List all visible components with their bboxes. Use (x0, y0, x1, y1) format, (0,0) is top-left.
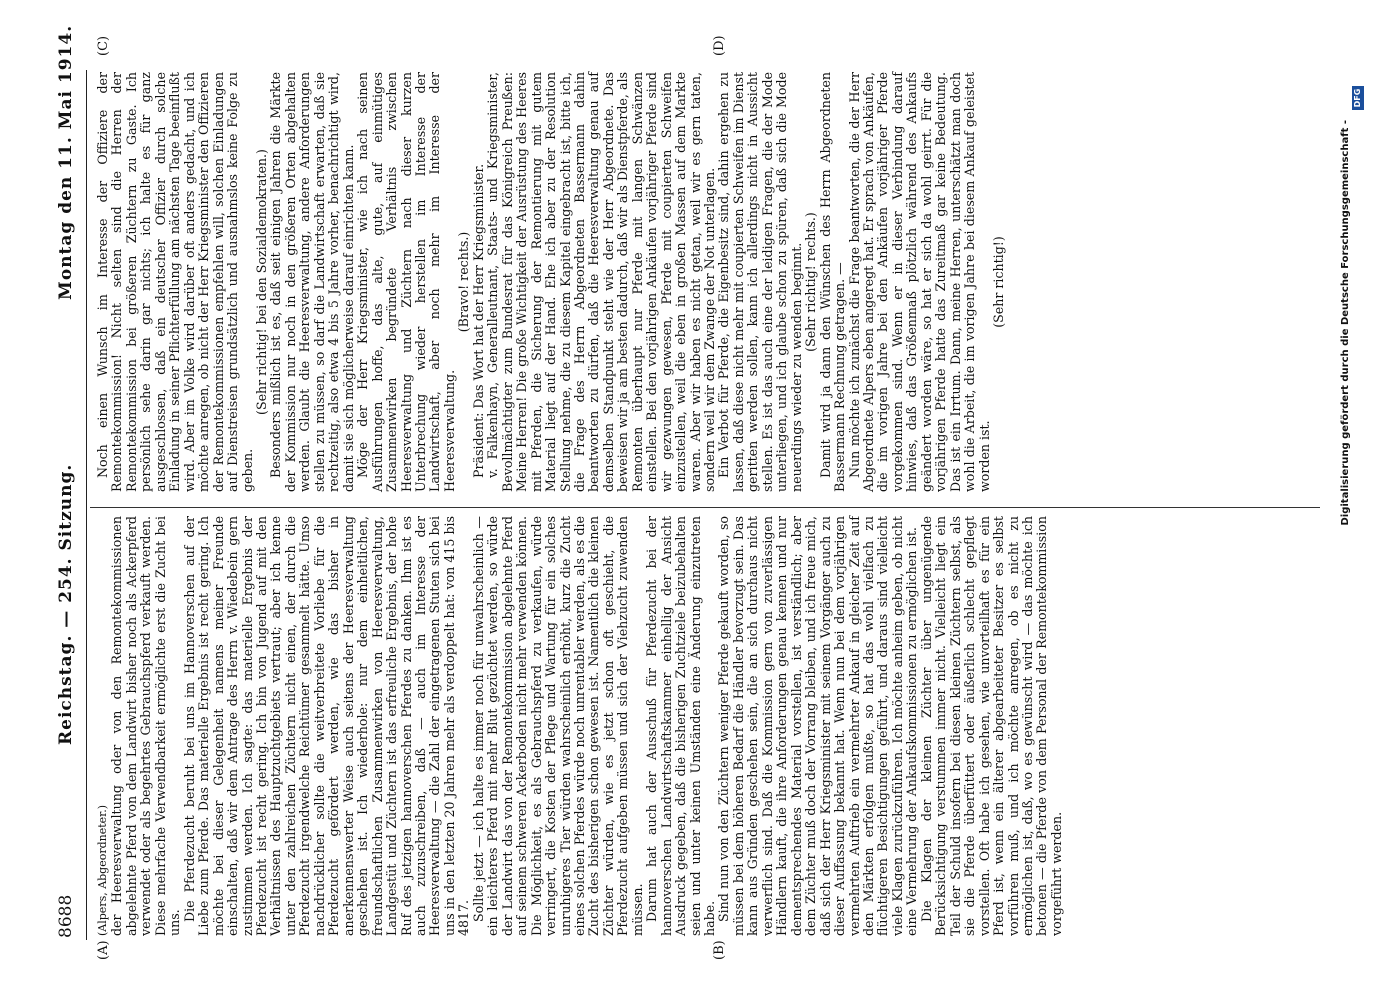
interjection: (Bravo! rechts.) (456, 231, 472, 333)
column-divider (90, 507, 1320, 508)
paragraph: Ein Verbot für Pferde, die Eigenbesitz sind, dahin ergehen zu lassen, daß diese nicht mehr mit coupierten Schweifen im Dienst geritten werden sollen, kann ich allerdings nicht in Aussicht stellen. Es ist das auch eine der leidigen Fragen, die der Mode unterliegen, und ich glaube schon zu spüren, daß sich die Mode neuerdings wieder zu wenden beginnt. (716, 72, 804, 492)
interjection: (Sehr richtig!) (991, 236, 1007, 328)
dfg-logo: DFG (1352, 86, 1364, 110)
margin-mark-a: (A) (96, 940, 111, 960)
left-column (96, 516, 1064, 936)
paragraph: Sind nun von den Züchtern weniger Pferde gekauft worden, so müssen bei dem höheren Bedarf die Händler bevorzugt sein. Das kann aus Gründen geschehen sein, die an sich durchaus nicht verwerflich sind. Daß die Kommission gern von zuverlässigen Händlern kauft, die ihre Anforderungen genau kennen und nur dementsprechendes Material vorstellen, ist verständlich; aber dem Züchter muß doch der Vorrang bleiben, und ich freue mich, daß sich der Herr Kriegsminister mit seinem Vorgänger auch zu dieser Auffassung bekannt hat. Wenn nun bei dem vorjährigen vermehrten Auftrieb ein vermehrter Ankauf in gleicher Zeit auf den Märkten erfolgen mußte, so hat das wohl vielfach zu flüchtigeren Besichtigungen geführt, und daraus sind vielleicht viele Klagen zurückzuführen. Ich möchte anheim geben, ob nicht eine Vermehrung der Ankaufskommissionen zu ermöglichen ist. (716, 516, 920, 936)
paragraph: v. Falkenhayn, Generalleutnant, Staats- und Kriegsminister, Bevollmächtigter zum Bundesrat für das Königreich Preußen: Meine Herren! Die große Wichtigkeit der Ausrüstung des Heeres mit Pferden, die Sicherung der Remontierung mit gutem Material liegt auf der Hand. Ehe ich aber zu der Resolution Stellung nehme, die zu diesem Kapitel eingebracht ist, bitte ich, die Frage des Herrn Abgeordneten Bassermann dahin beantworten zu dürfen, daß die Heeresverwaltung genau auf demselben Standpunkt steht wie der Herr Abgeordnete. Das beweisen wir ja am besten dadurch, daß wir als Dienstpferde, als Remonten überhaupt nur Pferde mit langen Schwänzen einstellen. Bei den vorjährigen Ankäufen vorjähriger Pferde sind wir gezwungen gewesen, Pferde mit coupierten Schweifen einzustellen, weil die eben in großen Massen auf dem Markte waren. Aber wir haben es nicht getan, weil wir es gern taten, sondern weil wir dem Zwange der Not unterlagen. (485, 72, 718, 492)
digitization-credit: Digitalisierung gefördert durch die Deutsche Forschungsgemeinschaft - (1340, 120, 1351, 526)
paragraph: Noch einen Wunsch im Interesse der Offiziere der Remontekommission! Nicht selten sind die Herren der Remontekommission bei größeren Züchtern zu Gaste. Ich persönlich sehe darin gar nichts; ich halte es für ganz ausgeschlossen, daß ein deutscher Offizier durch solche Einladung in seiner Pflichterfüllung am nächsten Tage beeinflußt wird. Aber im Volke wird darüber oft anders gedacht, und ich möchte anregen, ob nicht der Herr Kriegsminister den Offizieren der Remontekommissionen empfehlen will, solchen Einladungen auf Dienstreisen grundsätzlich und ausnahmslos keine Folge zu geben. (95, 72, 255, 492)
session-date: Montag den 11. Mai 1914. (56, 24, 76, 300)
paragraph: Darum hat auch der Ausschuß für Pferdezucht bei der hannoverschen Landwirtschaftskammer einhellig der Ansicht Ausdruck gegeben, daß die bisherigen Zuchtziele beizubehalten seien und unter keinen Umständen eine Änderung einzutreten habe. (644, 516, 718, 936)
margin-mark-c: (C) (96, 35, 111, 56)
running-header (56, 0, 80, 1000)
paragraph: Besonders mißlich ist es, daß seit einigen Jahren die Märkte der Kommission nur noch in den größeren Orten abgehalten werden. Glaubt die Heeresverwaltung, andere Anforderungen stellen zu müssen, so darf die Landwirtschaft erwarten, daß sie rechtzeitig, also etwa 4 bis 5 Jahre vorher, benachrichtigt wird, damit sie sich möglicherweise darauf einrichten kann. (268, 72, 356, 492)
paragraph: Damit wird ja dann den Wünschen des Herrn Abgeordneten Bassermann Rechnung getragen. — (817, 72, 848, 492)
header-rule (86, 70, 87, 940)
interjection: (Sehr richtig! bei den Sozialdemokraten.) (253, 149, 269, 415)
page-number: 8688 (56, 894, 76, 938)
margin-mark-b: (B) (712, 940, 727, 960)
paragraph: der Heeresverwaltung oder von den Remontekommissionen abgelehnte Pferd von dem Landwirt bisher noch als Ackerpferd verwendet oder als begehrtes Gebrauchspferd verkauft werden. Diese mehrfache Verwendbarkeit ermöglichte erst die Zucht bei uns. (109, 516, 183, 936)
session-title: Reichstag. — 254. Sitzung. (56, 463, 76, 745)
interjection: (Sehr richtig! rechts.) (803, 212, 819, 352)
paragraph: Die Klagen der kleinen Züchter über ungenügende Berücksichtigung verstummen immer nicht. Vielleicht liegt ein Teil der Schuld insofern bei diesen kleinen Züchtern selbst, als sie die Pferde überfüttert oder äußerlich schlecht gepflegt vorstellen. Oft habe ich gesehen, wie unvorteilhaft es für ein Pferd ist, wenn ein älterer abgearbeiteter Besitzer es selbst vorführen muß, und ich möchte anregen, ob es nicht zu ermöglichen ist, daß, wo es gewünscht wird — das möchte ich betonen — die Pferde von dem Personal der Remontekommission vorgeführt werden. (918, 516, 1064, 936)
paragraph: Die Pferdezucht beruht bei uns im Hannoverschen auf der Liebe zum Pferde. Das materielle Ergebnis ist recht gering. Ich möchte bei dieser Gelegenheit namens meiner Freunde einschalten, daß wir dem Antrage des Herrn v. Wiedebein gern zustimmen werden. Ich sagte: das materielle Ergebnis der Pferdezucht ist recht gering. Ich bin von Jugend auf mit den Verhältnissen des Hauptzuchtgebiets vertraut; aber ich kenne unter den zahlreichen Züchtern nicht einen, der durch die Pferdezucht irgendwelche Reichtümer gesammelt hätte. Umso nachdrücklicher sollte die weitverbreitete Vorliebe für die Pferdezucht gefördert werden, wie das bisher in anerkennenswerter Weise auch seitens der Heeresverwaltung geschehen ist. Ich wiederhole: nur dem einheitlichen, freundschaftlichen Zusammenwirken von Heeresverwaltung, Landgestüt und Züchtern ist das erfreuliche Ergebnis, der hohe Ruf des jetzigen hannoverschen Pferdes zu danken. Ihm ist es auch zuzuschreiben, daß — auch im Interesse der Heeresverwaltung — die Zahl der eingetragenen Stuten sich bei uns in den letzten 20 Jahren mehr als verdoppelt hat: von 415 bis 4817. (181, 516, 472, 936)
paragraph: Nun möchte ich zunächst die Frage beantworten, die der Herr Abgeordnete Alpers eben angeregt hat. Er sprach von Ankäufen, die im vorigen Jahre bei den Ankäufen vorjähriger Pferde vorgekommen sind. Wenn er in dieser Verbindung darauf hinwies, daß das Größenmaß plötzlich während des Ankaufs geändert worden wäre, so hat er sich da wohl geirrt. Für die vorjährigen Pferde hatte das Zureitmaß gar keine Bedeutung. Das ist ein Irrtum. Dann, meine Herren, unterschätzt man doch wohl die Arbeit, die im vorigen Jahre bei diesem Ankauf geleistet worden ist. (846, 72, 992, 492)
paragraph: Sollte jetzt — ich halte es immer noch für unwahrscheinlich — ein leichteres Pferd mit mehr Blut gezüchtet werden, so würde der Landwirt das von der Remontekommission abgelehnte Pferd auf seinem schweren Ackerboden nicht mehr verwenden können. Die Möglichkeit, es als Gebrauchspferd zu verkaufen, würde verringert, die Kosten der Pflege und Wartung für ein solches unruhigeres Tier würden wahrscheinlich erhöht, kurz die Zucht eines solchen Pferdes würde noch unrentabler werden, als es die Zucht des bisherigen schon gewesen ist. Namentlich die kleinen Züchter würden, wie es jetzt schon oft geschieht, die Pferdezucht aufgeben müssen und sich der Viehzucht zuwenden müssen. (470, 516, 645, 936)
paragraph: Möge der Herr Kriegsminister, wie ich nach seinen Ausführungen hoffe, das alte, gute, auf einmütiges Zusammenwirken begründete Verhältnis zwischen Heeresverwaltung und Züchtern nach dieser kurzen Unterbrechung wieder herstellen im Interesse der Landwirtschaft, aber noch mehr im Interesse der Heeresverwaltung. (355, 72, 457, 492)
speaker-line: (Alpers, Abgeordneter.) (96, 804, 109, 936)
margin-mark-d: (D) (712, 35, 727, 56)
president-line: Präsident: Das Wort hat der Herr Kriegsminister. (470, 163, 486, 478)
right-column (96, 72, 1007, 492)
